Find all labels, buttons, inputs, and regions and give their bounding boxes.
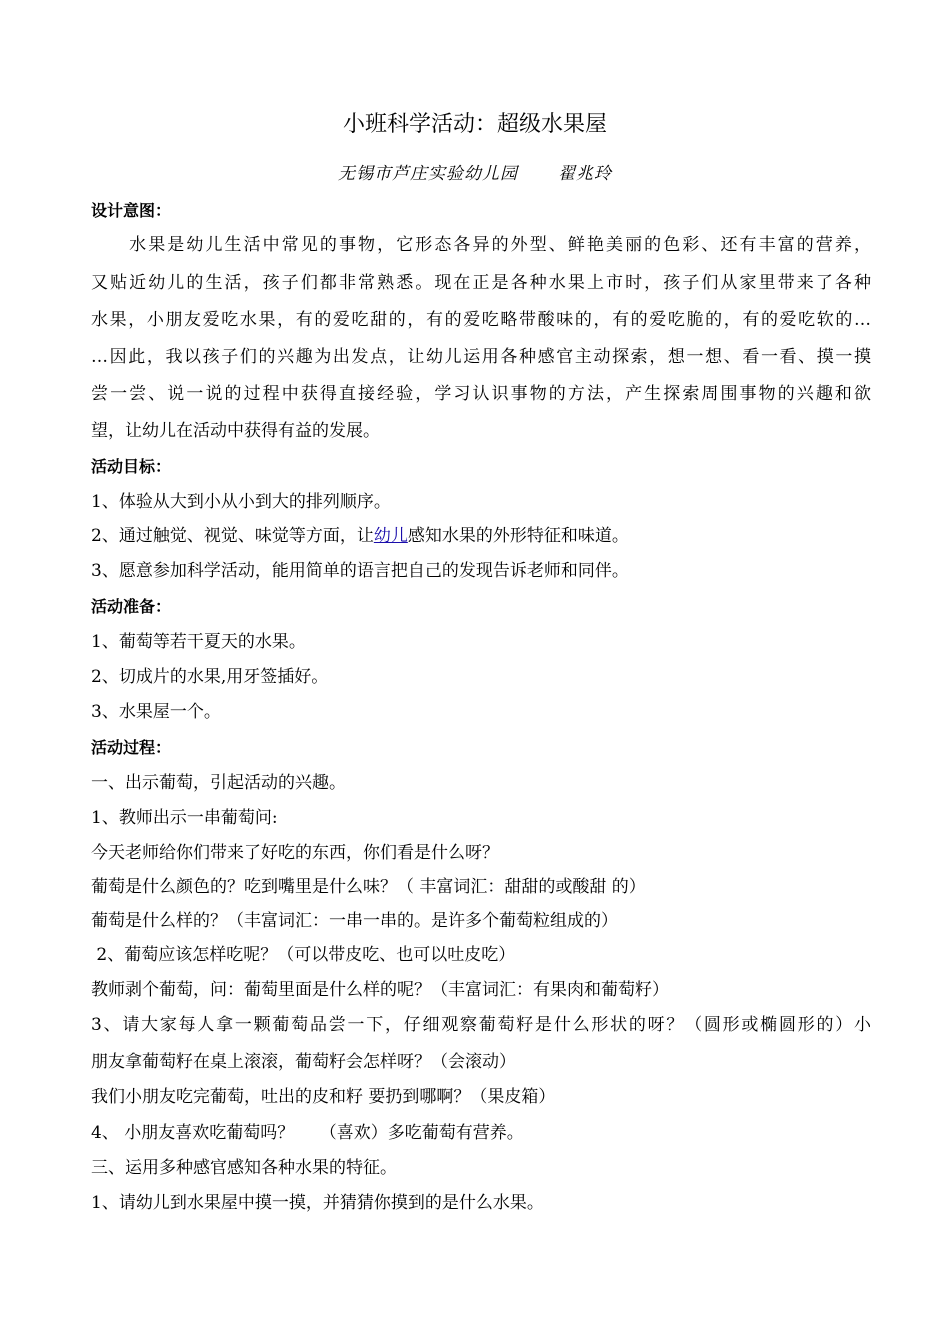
design-line: 望，让幼儿在活动中获得有益的发展。 xyxy=(91,421,380,441)
goal-item xyxy=(91,524,871,548)
process-line: 朋友拿葡萄籽在桌上滚滚，葡萄籽会怎样呀？（会滚动） xyxy=(91,1052,516,1072)
goal2-text-before: 2、通过触觉、视觉、味觉等方面，让 xyxy=(91,526,374,546)
author-line xyxy=(0,163,950,185)
prep-item: 2、切成片的水果,用牙签插好。 xyxy=(91,667,329,687)
process-line: 2、葡萄应该怎样吃呢？（可以带皮吃、也可以吐皮吃） xyxy=(91,945,516,965)
process-heading: 活动过程： xyxy=(91,738,172,757)
goal-item: 3、愿意参加科学活动，能用简单的语言把自己的发现告诉老师和同伴。 xyxy=(91,561,629,581)
goal-item: 1、体验从大到小从小到大的排列顺序。 xyxy=(91,492,391,512)
design-line: 水果是幼儿生活中常见的事物，它形态各异的外型、鲜艳美丽的色彩、还有丰富的营养， xyxy=(91,235,871,255)
process-line: 一、出示葡萄，引起活动的兴趣。 xyxy=(91,773,346,793)
design-heading: 设计意图： xyxy=(91,201,172,220)
process-line: 三、运用多种感官感知各种水果的特征。 xyxy=(91,1158,397,1178)
process-line: 葡萄是什么样的？（丰富词汇：一串一串的。是许多个葡萄粒组成的） xyxy=(91,911,618,931)
prep-heading: 活动准备： xyxy=(91,597,172,616)
prep-item: 3、水果屋一个。 xyxy=(91,702,221,722)
design-line: 尝一尝、说一说的过程中获得直接经验，学习认识事物的方法，产生探索周围事物的兴趣和欲 xyxy=(91,384,871,404)
design-line: …因此，我以孩子们的兴趣为出发点，让幼儿运用各种感官主动探索，想一想、看一看、摸一摸 xyxy=(91,347,871,367)
author-school: 无锡市芦庄实验幼儿园 xyxy=(338,164,518,184)
process-line: 1、教师出示一串葡萄问: xyxy=(91,808,278,828)
process-line: 4、 小朋友喜欢吃葡萄吗？ （喜欢）多吃葡萄有营养。 xyxy=(91,1123,524,1143)
process-line: 今天老师给你们带来了好吃的东西，你们看是什么呀？ xyxy=(91,843,499,863)
document-title: 小班科学活动：超级水果屋 xyxy=(342,112,607,137)
process-line: 1、请幼儿到水果屋中摸一摸，并猜猜你摸到的是什么水果。 xyxy=(91,1193,544,1213)
design-line: 水果，小朋友爱吃水果，有的爱吃甜的，有的爱吃略带酸味的，有的爱吃脆的，有的爱吃软的… xyxy=(91,310,871,330)
goals-heading: 活动目标： xyxy=(91,457,172,476)
prep-item: 1、葡萄等若干夏天的水果。 xyxy=(91,632,306,652)
process-line: 教师剥个葡萄，问：葡萄里面是什么样的呢？（丰富词汇：有果肉和葡萄籽） xyxy=(91,980,669,1000)
design-line: 又贴近幼儿的生活，孩子们都非常熟悉。现在正是各种水果上市时，孩子们从家里带来了各种 xyxy=(91,273,871,293)
process-line: 我们小朋友吃完葡萄，吐出的皮和籽 要扔到哪啊？（果皮箱） xyxy=(91,1087,556,1107)
author-name: 翟兆玲 xyxy=(558,164,612,184)
goal2-link[interactable]: 幼儿 xyxy=(373,526,408,546)
goal2-text-after: 感知水果的外形特征和味道。 xyxy=(407,526,629,546)
process-line: 3、请大家每人拿一颗葡萄品尝一下，仔细观察葡萄籽是什么形状的呀？（圆形或椭圆形的）小 xyxy=(91,1015,871,1035)
process-line: 葡萄是什么颜色的？吃到嘴里是什么味？（ 丰富词汇：甜甜的或酸甜 的） xyxy=(91,877,646,897)
